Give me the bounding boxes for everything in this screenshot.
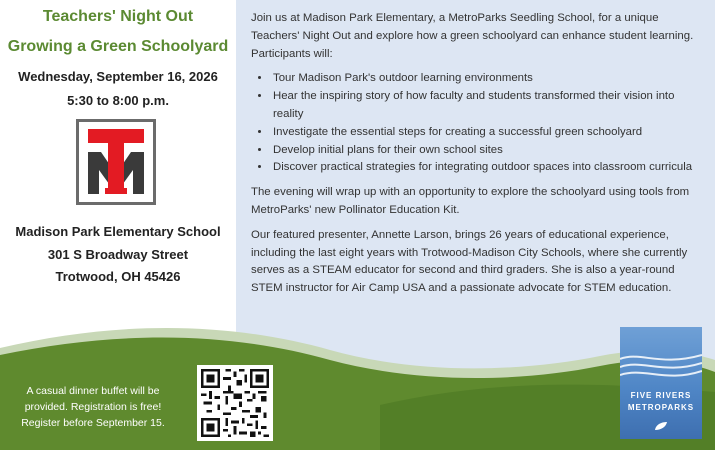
wrap-up-paragraph: The evening will wrap up with an opportunity to explore the schoolyard using tools from MetroParks' new Pollinator Education Kit. — [251, 186, 690, 216]
event-description — [251, 10, 706, 305]
school-name: Madison Park Elementary School — [15, 224, 221, 239]
dinner-registration-note: A casual dinner buffet will be provided. Registration is free! Register before September 15. — [21, 385, 165, 429]
metroparks-logo-line1: FIVE RIVERS — [630, 391, 692, 400]
tm-logo-icon — [79, 122, 153, 202]
metroparks-logo-line2: METROPARKS — [627, 403, 695, 412]
qr-code-icon — [201, 369, 269, 437]
event-title-line1: Teachers' Night Out — [42, 8, 194, 25]
registration-qr-code[interactable] — [197, 365, 273, 441]
list-item: • Hear the inspiring story of how faculty and students transformed their vision into reality — [271, 88, 706, 124]
list-item: • Tour Madison Park's outdoor learning environments — [271, 70, 706, 88]
event-time: 5:30 to 8:00 p.m. — [67, 93, 169, 108]
event-date: Wednesday, September 16, 2026 — [18, 69, 218, 84]
school-city: Trotwood, OH 45426 — [55, 269, 181, 284]
tm-monogram-logo — [76, 119, 156, 205]
participant-list — [251, 70, 706, 177]
intro-paragraph: Join us at Madison Park Elementary, a MetroParks Seedling School, for a unique Teachers' Night Out and explore how a green schoolyard can enhance student learning. Participants will: — [251, 12, 694, 60]
river-waves-icon — [620, 347, 702, 387]
presenter-paragraph: Our featured presenter, Annette Larson, brings 26 years of educational experience, including the last eight years with Trotwood-Madison City Schools, where she currently serves as a STEAM educator for second and third graders. She is also a year-round STEM instructor for Air Camp USA and a passionate advocate for STEM education. — [251, 228, 688, 295]
event-title-line2: Growing a Green Schoolyard — [7, 38, 229, 55]
list-item: • Develop initial plans for their own school sites — [271, 142, 706, 160]
school-street: 301 S Broadway Street — [47, 247, 189, 262]
leaf-icon — [654, 421, 668, 431]
list-item: • Investigate the essential steps for creating a successful green schoolyard — [271, 124, 706, 142]
five-rivers-metroparks-logo — [620, 327, 702, 439]
list-item: • Discover practical strategies for integrating outdoor spaces into classroom curricula — [271, 159, 706, 177]
